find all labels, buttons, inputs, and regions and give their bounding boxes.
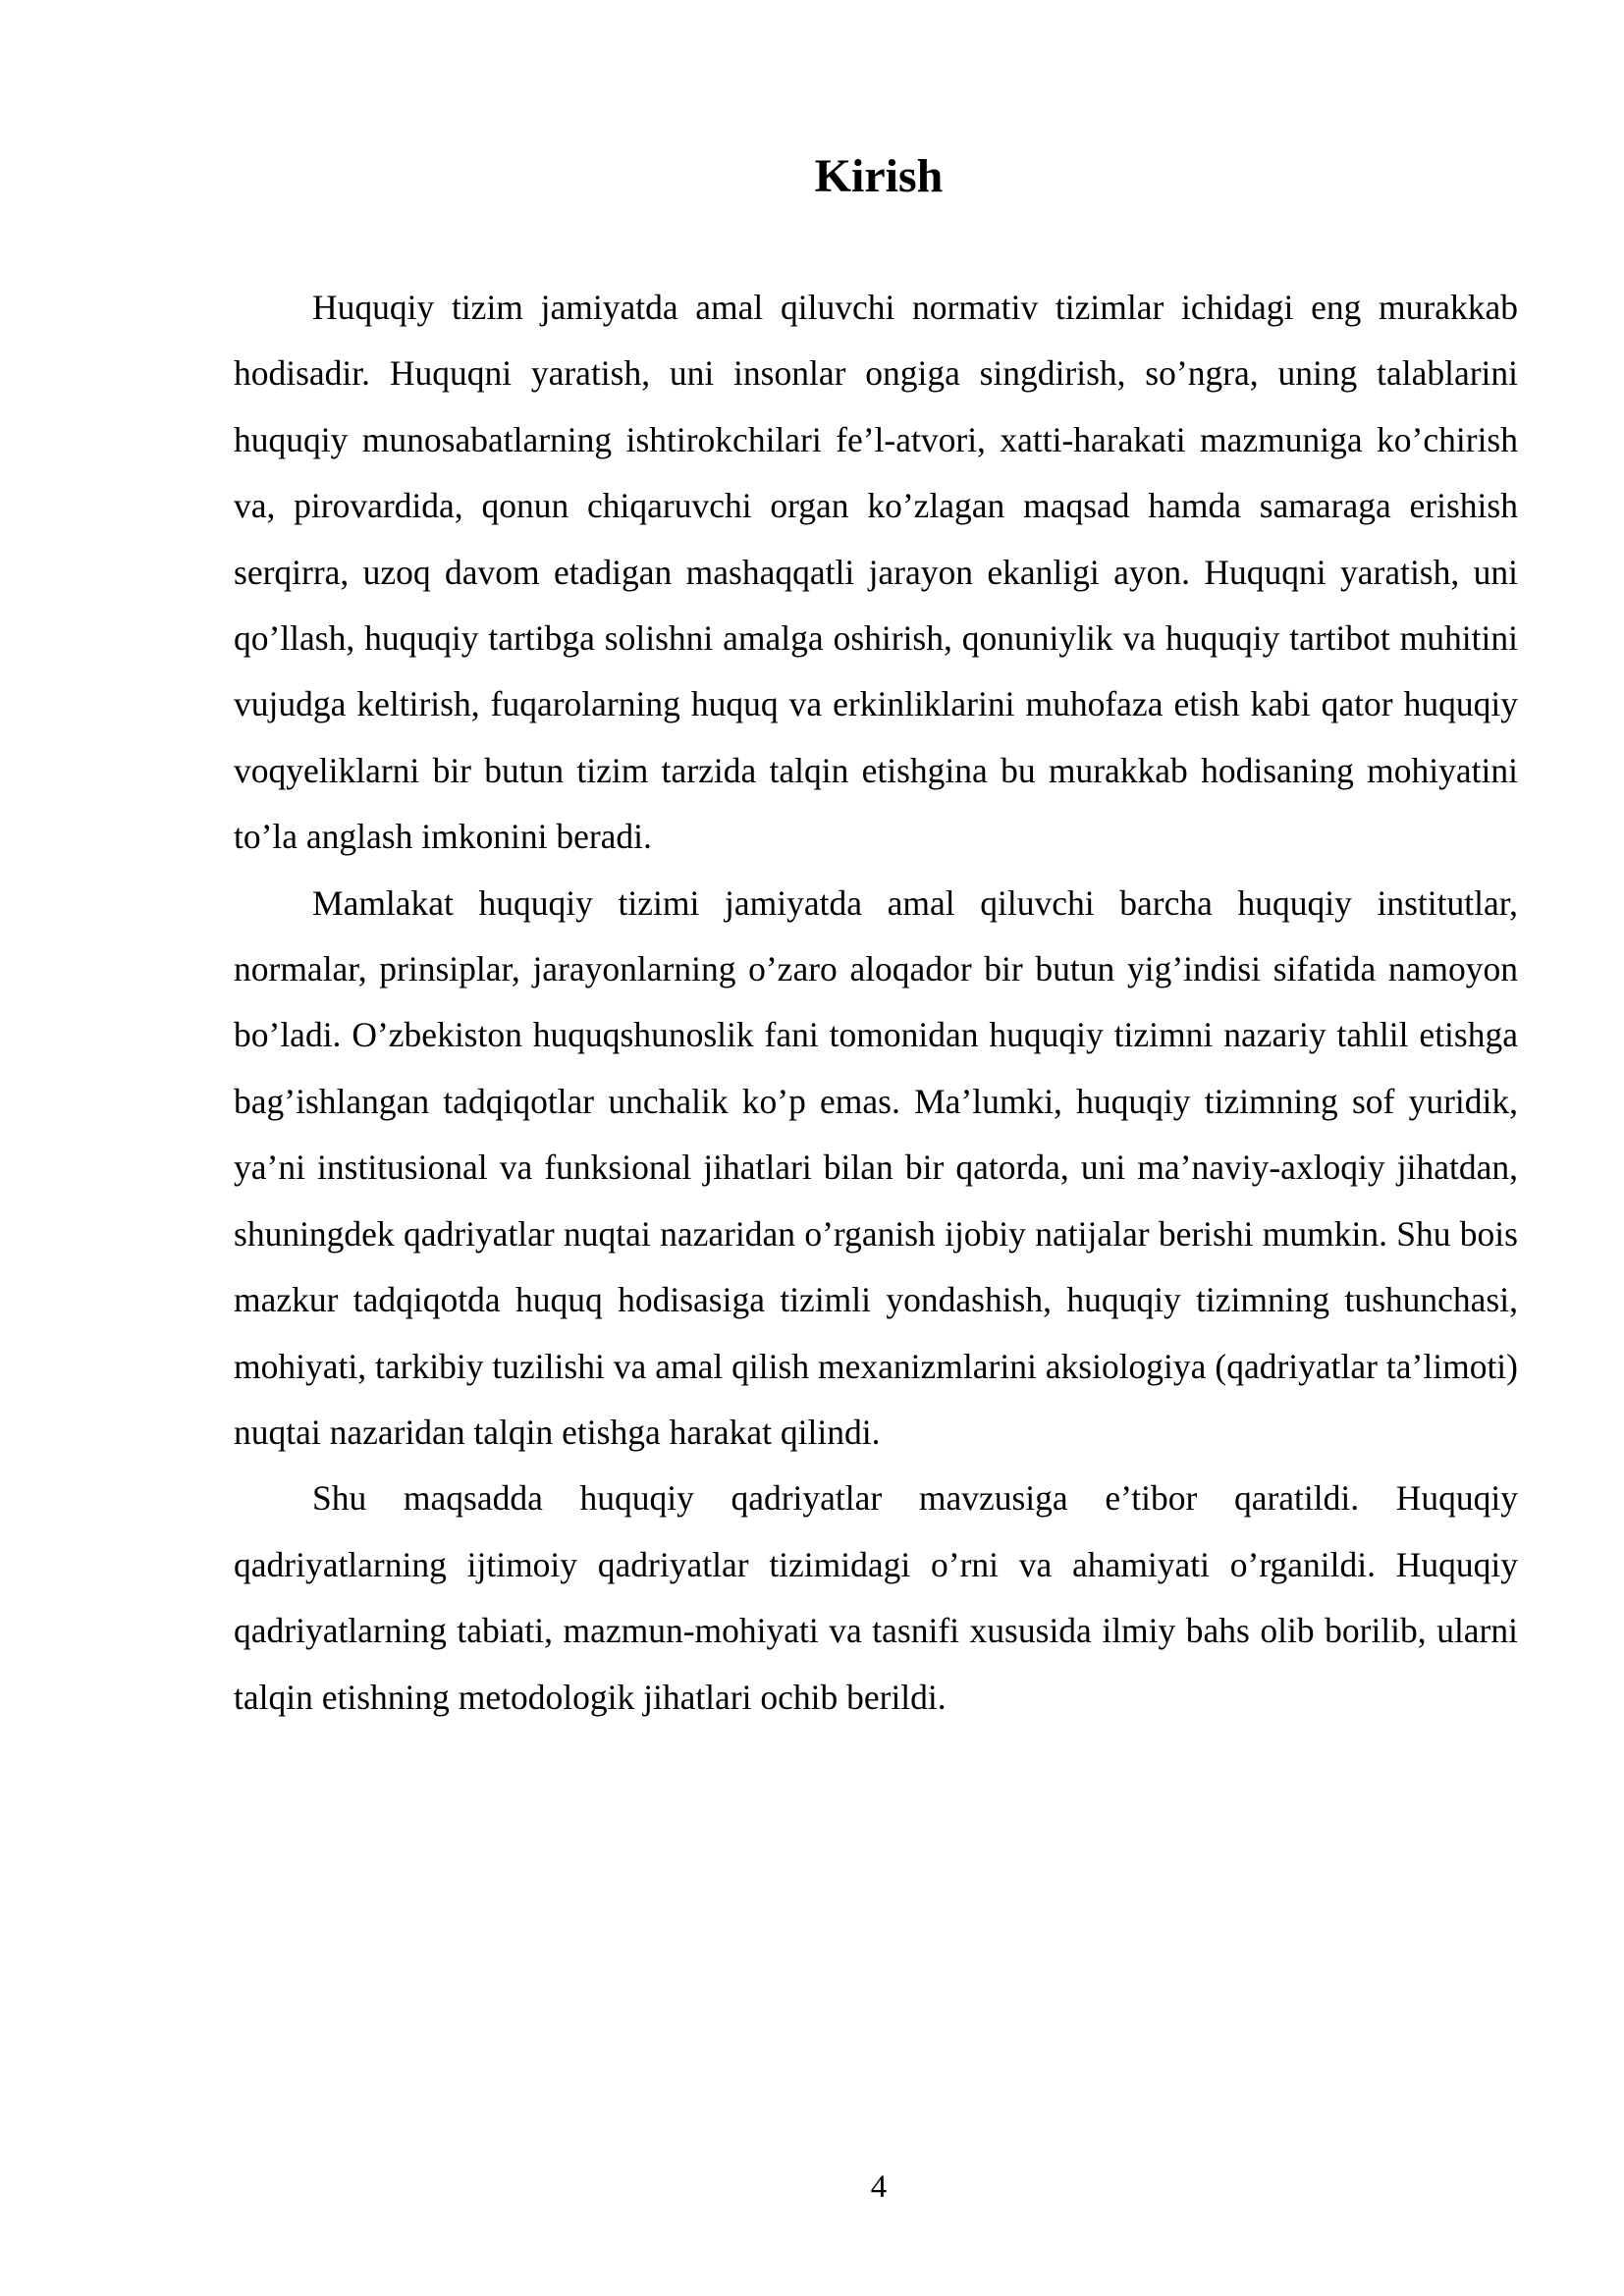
paragraph-2: Mamlakat huquqiy tizimi jamiyatda amal qiluvchi barcha huquqiy institutlar, normalar, prinsiplar, jarayonlarning o’zaro aloqador bir butun yig’indisi sifatida namoyon bo’ladi. O’zbekiston huquqshunoslik fani tomonidan huquqiy tizimni nazariy tahlil etishga bag’ishlangan tadqiqotlar unchalik ko’p emas. Ma’lumki, huquqiy tizimning sof yuridik, ya’ni institusional va funksional jihatlari bilan bir qatorda, uni ma’naviy-axloqiy jihatdan, shuningdek qadriyatlar nuqtai nazaridan o’rganish ijobiy natijalar berishi mumkin. Shu bois mazkur tadqiqotda huquq hodisasiga tizimli yondashish, huquqiy tizimning tushunchasi, mohiyati, tarkibiy tuzilishi va amal qilish mexanizmlarini aksiologiya (qadriyatlar ta’limoti) nuqtai nazaridan talqin etishga harakat qilindi. [234,882,1518,1452]
page-number: 4 [870,2169,888,2205]
paragraph-1: Huquqiy tizim jamiyatda amal qiluvchi normativ tizimlar ichidagi eng murakkab hodisadir. Huquqni yaratish, uni insonlar ongiga singdirish, so’ngra, uning talablarini huquqiy munosabatlarning ishtirokchilari fe’l-atvori, xatti-harakati mazmuniga ko’chirish va, pirovardida, qonun chiqaruvchi organ ko’zlagan maqsad hamda samaraga erishish serqirra, uzoq davom etadigan mashaqqatli jarayon ekanligi ayon. Huquqni yaratish, uni qo’llash, huquqiy tartibga solishni amalga oshirish, qonuniylik va huquqiy tartibot muhitini vujudga keltirish, fuqarolarning huquq va erkinliklarini muhofaza etish kabi qator huquqiy voqyeliklarni bir butun tizim tarzida talqin etishgina bu murakkab hodisaning mohiyatini to’la anglash imkonini beradi. [234,288,1518,857]
page-title: Kirish [814,150,944,202]
body-text [234,275,1518,1731]
paragraph-3: Shu maqsadda huquqiy qadriyatlar mavzusiga e’tibor qaratildi. Huquqiy qadriyatlarning ijtimoiy qadriyatlar tizimidagi o’rni va ahamiyati o’rganildi. Huquqiy qadriyatlarning tabiati, mazmun-mohiyati va tasnifi xususida ilmiy bahs olib borilib, ularni talqin etishning metodologik jihatlari ochib berildi. [234,1478,1518,1717]
